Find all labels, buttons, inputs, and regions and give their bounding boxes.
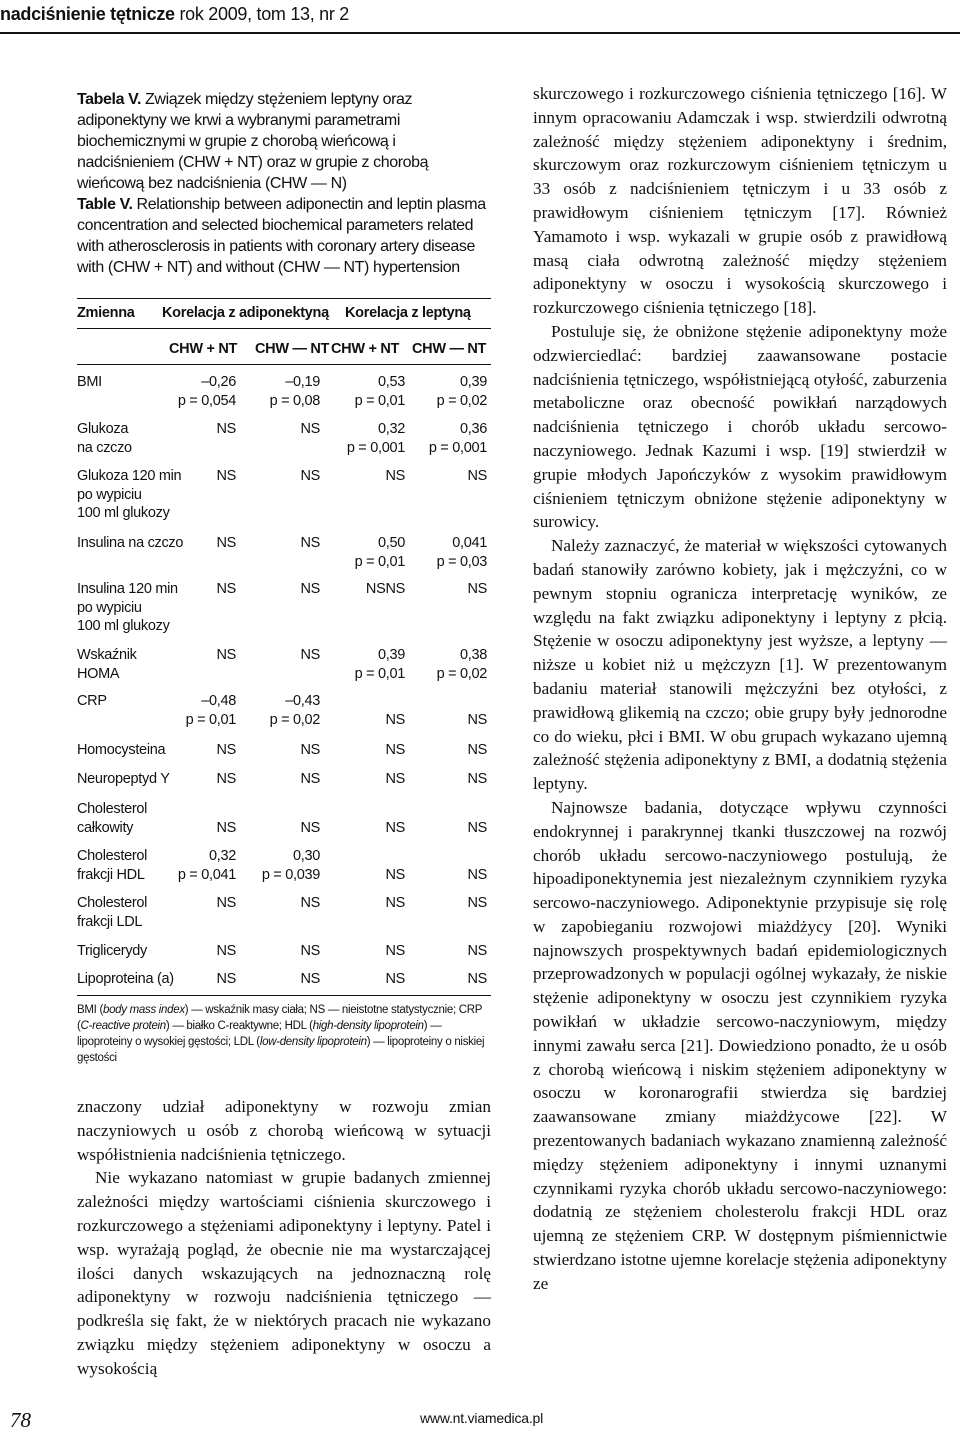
- caption-pl-label: Tabela V.: [77, 91, 141, 108]
- row-label: na czczo: [77, 439, 132, 456]
- table-cell: p = 0,03: [436, 553, 487, 570]
- table-cell: 0,39: [377, 647, 405, 663]
- subheader-2: CHW — NT: [255, 341, 330, 357]
- left-column-body: [77, 1095, 491, 1381]
- table-cell: NS: [300, 943, 320, 959]
- left-paragraph-1: znaczony udział adiponektyny w rozwoju zmian naczyniowych u osób z chorobą wieńcową w sytuacji współistnienia nadciśnienia tętniczego.: [77, 1097, 491, 1164]
- row-label: 100 ml glukozy: [77, 505, 170, 521]
- header-mid-rule: [77, 328, 491, 329]
- table-cell: NS: [467, 819, 487, 836]
- table-footnote: [77, 1002, 491, 1066]
- row-label: Neuropeptyd Y: [77, 771, 170, 787]
- row-label: frakcji LDL: [77, 913, 143, 930]
- table-cell: 0,38: [459, 647, 487, 663]
- row-label: po wypiciu: [77, 486, 142, 503]
- left-paragraph-2: Nie wykazano natomiast w grupie badanych zmiennej zależności między wartościami ciśnienia skurczowego i rozkurczowego a stężeniami adiponektyny i leptyny. Patel i wsp. wyrażają pogląd, że obecnie nie ma wystarczającej ilości danych wskazujących na jednoznaczną rolę adiponektyny w rozwoju nadciśnienia tętniczego — podkreśla się fakt, że w niektórych pracach nie wykazano związku między stężeniem adiponektyny w osoczu a wysokością: [77, 1168, 491, 1378]
- row-label: BMI: [77, 374, 102, 390]
- table-cell: NS: [300, 771, 320, 787]
- table-cell: NS: [300, 742, 320, 758]
- row-label: Glukoza: [77, 421, 129, 437]
- table-cell: p = 0,01: [354, 665, 405, 682]
- table-cell: NS: [216, 647, 236, 663]
- footnote-ldl-en: low-density lipoprotein: [259, 1036, 367, 1048]
- footnote-part-3: ) — białko C-reaktywne; HDL (: [165, 1020, 313, 1032]
- table-cell: NS: [467, 943, 487, 959]
- table-cell: NS: [300, 971, 320, 987]
- footnote-part-1: BMI (: [77, 1004, 103, 1016]
- table-cell: NS: [216, 943, 236, 959]
- table-cell: NS: [216, 895, 236, 911]
- table-cell: NS: [300, 421, 320, 437]
- row-label: Cholesterol: [77, 848, 148, 864]
- table-cell: NS: [467, 742, 487, 758]
- table-cell: NS: [300, 895, 320, 911]
- table-cell: NS: [467, 895, 487, 911]
- table-cell: p = 0,02: [436, 665, 487, 682]
- right-column-body: [533, 82, 947, 1296]
- table-cell: p = 0,08: [269, 392, 320, 409]
- footnote-part-4: ) — lipoproteiny o wysokiej gęstości; LDL (: [77, 1020, 442, 1048]
- table-cell: NS: [216, 742, 236, 758]
- row-label: 100 ml glukozy: [77, 618, 170, 634]
- table-cell: p = 0,039: [261, 866, 320, 883]
- table-cell: NS: [300, 647, 320, 663]
- table-cell: p = 0,054: [177, 392, 236, 409]
- subheader-1: CHW + NT: [169, 341, 238, 357]
- row-label: Insulina 120 min: [77, 581, 178, 597]
- table-cell: p = 0,001: [346, 439, 405, 456]
- right-paragraph-2: Postuluje się, że obniżone stężenie adiponektyny może odzwierciedlać: bardziej zaawansowane postacie nadciśnienia tętniczego, współistniejącą otyłość, zaburzenia metaboliczne oraz obecność powikłań narządowych nadciśnienia tętniczego i chorób układu sercowo-naczyniowego. Jednak Kazumi i wsp. [19] stwierdził w grupie młodych Japończyków z wysokim prawidłowym ciśnieniem tętniczym obniżone stężenie adiponektyny w surowicy.: [533, 321, 947, 532]
- table-cell: p = 0,01: [354, 553, 405, 570]
- table-cell: 0,39: [459, 374, 487, 390]
- row-label: Homocysteina: [77, 742, 166, 758]
- table-cell: NS: [467, 771, 487, 787]
- caption-en-label: Table V.: [77, 196, 133, 213]
- table-cell: p = 0,001: [428, 439, 487, 456]
- footnote-part-5: ) — lipoproteiny o niskiej gęstości: [77, 1036, 485, 1064]
- journal-name: nadciśnienie tętnicze: [0, 4, 175, 24]
- page-number: 78: [10, 1408, 31, 1432]
- header-adiponectin: Korelacja z adiponektyną: [162, 305, 329, 321]
- table-cell: NS: [300, 535, 320, 551]
- table-cell: NS: [300, 468, 320, 484]
- table-cell: NS: [216, 535, 236, 551]
- table-cell: –0,43: [285, 693, 320, 709]
- table-cell: 0,041: [452, 535, 487, 551]
- table-cell: 0,32: [377, 421, 405, 437]
- caption-english: [77, 194, 491, 278]
- row-label: frakcji HDL: [77, 866, 145, 883]
- footnote-bmi-en: body mass index: [102, 1004, 185, 1016]
- caption-pl-text: Związek między stężeniem leptyny oraz adiponektyny we krwi a wybranymi parametrami biochemicznymi w grupie z chorobą wieńcową i nadciśnieniem (CHW + NT) oraz w grupie z chorobą wieńcową bez nadciśnienia (CHW — N): [77, 91, 429, 192]
- right-paragraph-3: Należy zaznaczyć, że materiał w większości cytowanych badań stanowiły zarówno kobiety, jak i mężczyźni, co w pewnym stopniu ogranicza interpretację wyników, ze względu na fakt związku adiponektyny i leptyny z płcią. Stężenie w osoczu adiponektyny jest wyższe, a leptyny — niższe u kobiet niż u mężczyzn [1]. W prezentowanym badaniu materiał stanowili mężczyźni bez otyłości, z prawidłową glikemią na czczo; obie grupy były jednorodne co do wieku, płci i BMI. W obu grupach wykazano ujemną zależność stężenia adiponektyny z BMI, a dodatnią stężenia leptyny.: [533, 536, 947, 794]
- table-cell: NS: [467, 866, 487, 883]
- issue-info: rok 2009, tom 13, nr 2: [179, 4, 349, 24]
- table-cell: NS: [467, 468, 487, 484]
- table-cell: NS: [216, 421, 236, 437]
- table-cell: NS: [385, 742, 405, 758]
- table-cell: 0,30: [292, 848, 320, 864]
- footnote-part-2: ) — wskaźnik masy ciała; NS — nieistotne statystycznie; CRP (: [77, 1004, 482, 1032]
- table-cell: NS: [385, 943, 405, 959]
- header-variable: Zmienna: [77, 305, 135, 321]
- table-cell: p = 0,02: [269, 711, 320, 728]
- row-label: Wskaźnik: [77, 647, 137, 663]
- table-cell: NS: [216, 819, 236, 836]
- row-label: Lipoproteina (a): [77, 971, 174, 987]
- table-cell: NS: [385, 895, 405, 911]
- row-label: po wypiciu: [77, 599, 142, 616]
- table-cell: p = 0,01: [185, 711, 236, 728]
- row-label: CRP: [77, 693, 107, 709]
- row-label: Glukoza 120 min: [77, 468, 182, 484]
- caption-en-text: Relationship between adiponectin and leptin plasma concentration and selected biochemical parameters related with atherosclerosis in patients with coronary artery disease with (CHW + NT) and without (CHW — NT) hypertension: [77, 196, 486, 276]
- table-bottom-rule: [77, 995, 491, 996]
- subheader-4: CHW — NT: [412, 341, 487, 357]
- website-url: www.nt.viamedica.pl: [420, 1410, 544, 1426]
- table-cell: NS: [467, 971, 487, 987]
- table-cell: –0,48: [201, 693, 236, 709]
- table-cell: NS: [385, 711, 405, 728]
- table-cell: p = 0,01: [354, 392, 405, 409]
- table-cell: 0,50: [377, 535, 405, 551]
- caption-polish: [77, 89, 491, 194]
- table-cell: NS: [467, 581, 487, 597]
- table-cell: NS: [385, 971, 405, 987]
- table-cell: 0,36: [459, 421, 487, 437]
- table-cell: NS: [216, 771, 236, 787]
- table-cell: NS: [385, 866, 405, 883]
- right-paragraph-4: Najnowsze badania, dotyczące wpływu czynności endokrynnej i parakrynnej tkanki tłuszczowej na rozwój chorób układu sercowo-naczyniowego postulują, że hipoadiponektynemia jest niezależnym czynnikiem ryzyka sercowo-naczyniowego. Adiponektynie przypisuje się rolę w zapobieganiu rozwojowi miażdżycy [20]. Wyniki najnowszych prospektywnych badań epidemiologicznych przeprowadzonych w populacji ogólnej wykazały, że niskie stężenie adiponektyny w osoczu jest czynnikiem ryzyka powikłań w układzie sercowo-naczyniowym, między innymi zawału serca [21]. Dowiedziono ponadto, że u osób z chorobą wieńcową i niskim stężeniem adiponektyny w osoczu w koronarografii stwierdza się bardziej zaawansowane zmiany miażdżycowe [22]. W prezentowanych badaniach wykazano znamienną zależność między stężeniem adiponektyny i innymi uznanymi czynnikami ryzyka chorób układu sercowo-naczyniowego: dodatnią ze stężeniem cholesterolu frakcji HDL oraz ujemną ze stężeniem CRP. W dostępnym piśmiennictwie stwierdzano istotne ujemne korelacje stężenia adiponektyny ze: [533, 797, 947, 1293]
- row-label: Cholesterol: [77, 801, 148, 817]
- table-cell: NS: [467, 711, 487, 728]
- table-cell: NS: [385, 468, 405, 484]
- table-cell: 0,32: [208, 848, 236, 864]
- row-label: HOMA: [77, 665, 120, 682]
- table-cell: NS: [300, 819, 320, 836]
- row-label: Triglicerydy: [77, 943, 147, 959]
- row-label: całkowity: [77, 819, 134, 836]
- subheader-3: CHW + NT: [331, 341, 400, 357]
- table-cell: NS: [385, 819, 405, 836]
- running-header-text: [0, 4, 349, 25]
- table-cell: NS: [216, 581, 236, 597]
- table-cell: NS: [385, 771, 405, 787]
- footnote-hdl-en: high-density lipoprotein: [312, 1020, 424, 1032]
- right-paragraph-1: skurczowego i rozkurczowego ciśnienia tętniczego [16]. W innym opracowaniu Adamczak i wsp. stwierdzili odwrotną zależność między stężeniem adiponektyny i średnim, skurczowym oraz rozkurczowym ciśnieniem tętniczym u 33 osób z nadciśnieniem tętniczym i u 33 osób z prawidłowym ciśnieniem tętniczym [17]. Również Yamamoto i wsp. wykazali w grupie osób z prawidłową masą ciała odwrotną zależność między stężeniem adiponektyny w osoczu i wysokością skurczowego i rozkurczowego ciśnienia tętniczego [18].: [533, 84, 947, 318]
- table-cell: NSNS: [365, 581, 405, 597]
- running-header: [0, 0, 960, 34]
- table-cell: p = 0,041: [177, 866, 236, 883]
- row-label: Insulina na czczo: [77, 535, 184, 551]
- header-bottom-rule: [77, 364, 491, 365]
- table-cell: –0,26: [201, 374, 236, 390]
- footnote-crp-en: C-reactive protein: [80, 1020, 166, 1032]
- table-cell: p = 0,02: [436, 392, 487, 409]
- table-top-rule: [77, 298, 491, 299]
- table-cell: NS: [216, 971, 236, 987]
- table-cell: NS: [300, 581, 320, 597]
- table-cell: NS: [216, 468, 236, 484]
- row-label: Cholesterol: [77, 895, 148, 911]
- header-leptin: Korelacja z leptyną: [345, 305, 471, 321]
- table-cell: –0,19: [285, 374, 320, 390]
- table-cell: 0,53: [377, 374, 405, 390]
